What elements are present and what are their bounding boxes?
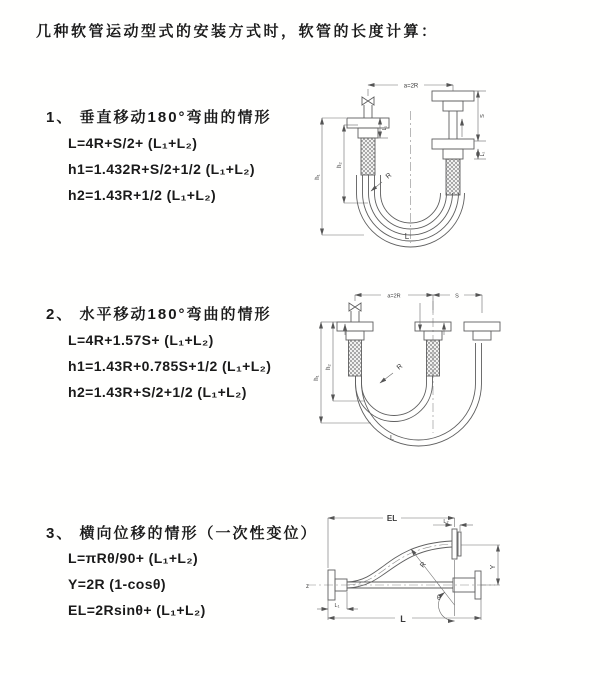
radius-label: R <box>395 362 405 372</box>
dim-h2-label: h₂ <box>326 364 332 370</box>
dim-l2 <box>474 149 486 159</box>
radius-label: R <box>419 560 428 570</box>
dim-s <box>474 91 486 141</box>
axis-mark: z <box>306 584 309 590</box>
dim-h1-label: h₁ <box>315 174 321 180</box>
dim-l1-label: L₁ <box>382 125 388 131</box>
dim-a2r <box>355 294 433 314</box>
angle-theta <box>437 592 455 621</box>
section-3-formula-L: L=πRθ/90+ (L₁+L₂) <box>68 550 199 566</box>
dim-s-label: S <box>480 114 486 118</box>
diagram-vertical-180 <box>312 75 497 250</box>
dim-h1 <box>314 322 371 423</box>
section-3-heading: 3、 横向位移的情形（一次性变位） <box>46 525 318 542</box>
section-1-heading: 1、 垂直移动180°弯曲的情形 <box>46 109 272 126</box>
section-3-formula-EL: EL=2Rsinθ+ (L₁+L₂) <box>68 602 206 618</box>
right-pipe <box>464 322 500 340</box>
length-label: L <box>404 232 410 241</box>
dim-el-label: EL <box>386 514 398 523</box>
braid-section <box>427 340 440 376</box>
dim-l1 <box>317 592 358 609</box>
dim-a2r-label: a=2R <box>403 83 419 90</box>
section-2-formula-h1: h1=1.43R+0.785S+1/2 (L₁+L₂) <box>68 358 272 374</box>
page-title: 几种软管运动型式的安装方式时，软管的长度计算： <box>36 23 439 40</box>
section-2-formula-L: L=4R+1.57S+ (L₁+L₂) <box>68 332 214 348</box>
dim-l2-label: L₂ <box>480 151 486 157</box>
dim-s-label: S <box>455 293 459 300</box>
section-2-heading: 2、 水平移动180°弯曲的情形 <box>46 306 272 323</box>
radius-leader <box>411 549 455 605</box>
dim-l <box>328 599 481 624</box>
section-1-formula-h1: h1=1.432R+S/2+1/2 (L₁+L₂) <box>68 161 255 177</box>
diagram-lateral-displacement <box>305 498 597 643</box>
dim-y <box>461 545 500 585</box>
dim-y-label: Y <box>490 564 497 570</box>
curved-hose <box>347 529 461 588</box>
dim-a2r-label: a=2R <box>387 293 401 300</box>
angle-theta-label: θ <box>437 595 441 602</box>
dim-h2-label: h₂ <box>337 162 343 168</box>
dim-l2-label: L₂ <box>443 519 449 525</box>
length-label: L <box>390 435 394 442</box>
left-pipe <box>347 105 389 175</box>
radius-label: R <box>384 171 394 181</box>
dim-s <box>433 294 482 314</box>
braid-section <box>361 138 375 175</box>
section-1-formula-h2: h2=1.43R+1/2 (L₁+L₂) <box>68 187 217 203</box>
dim-el <box>328 514 455 568</box>
dim-a2r <box>368 84 453 97</box>
right-pipe <box>432 91 474 195</box>
section-2-formula-h2: h2=1.43R+S/2+1/2 (L₁+L₂) <box>68 384 247 400</box>
length-label: L <box>400 614 406 624</box>
section-1-formula-L: L=4R+S/2+ (L₁+L₂) <box>68 135 198 151</box>
dim-l1-label: L₁ <box>334 603 340 609</box>
valve-icon <box>349 303 361 311</box>
left-pipe <box>337 322 373 376</box>
section-3-formula-Y: Y=2R (1-cosθ) <box>68 576 166 592</box>
valve-icon <box>362 97 374 105</box>
hose-arcs <box>356 343 482 446</box>
braid-section <box>446 159 460 195</box>
dim-h1-label: h₁ <box>314 375 320 381</box>
diagram-horizontal-180 <box>313 283 508 451</box>
braid-section <box>349 340 362 376</box>
radius-leader <box>380 363 404 383</box>
